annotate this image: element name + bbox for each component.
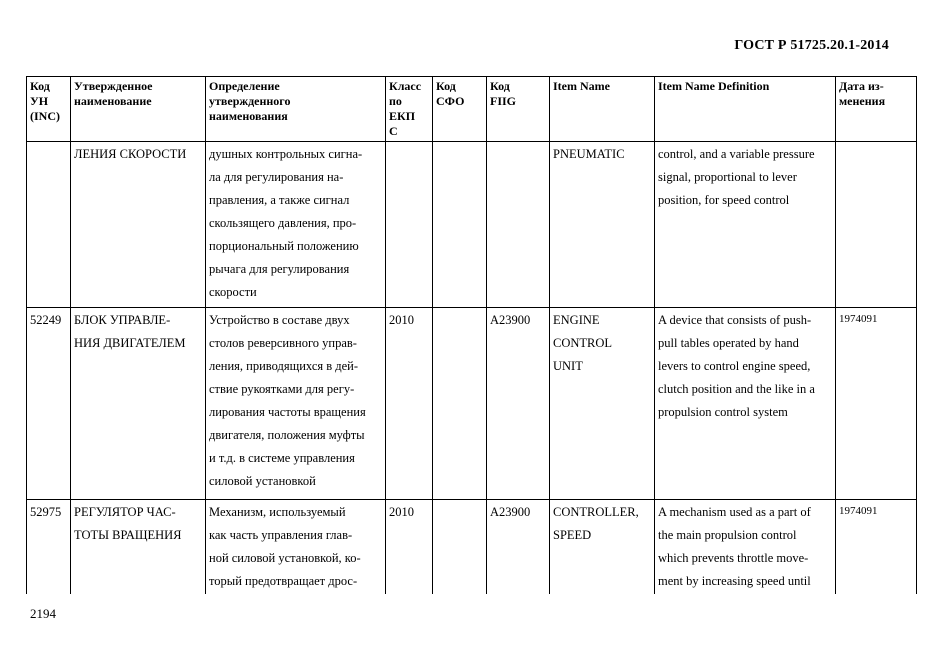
cell-definition: душных контрольных сигна- ла для регулирования на- правления, а также сигнал скользящего давления, про- порциональный положению рычага для регулирования скорости <box>206 142 386 308</box>
cell-class <box>386 142 433 308</box>
cell-sfo <box>433 500 487 595</box>
cell-inc: 52249 <box>27 308 71 500</box>
header-definition: Определение утвержденного наименования <box>206 77 386 142</box>
cell-definition: Устройство в составе двух столов реверсивного управ- ления, приводящихся в дей- ствие рукоятками для регу- лирования частоты вращения двигателя, положения муфты и т.д. в системе управления силовой установкой <box>206 308 386 500</box>
cell-approved-name: БЛОК УПРАВЛЕ- НИЯ ДВИГАТЕЛЕМ <box>71 308 206 500</box>
document-header: ГОСТ Р 51725.20.1-2014 <box>734 38 889 53</box>
table-header-row <box>27 77 917 142</box>
cell-change-date <box>836 142 917 308</box>
cell-approved-name: ЛЕНИЯ СКОРОСТИ <box>71 142 206 308</box>
nomenclature-table <box>26 76 917 594</box>
page-number: 2194 <box>30 606 56 621</box>
cell-item-name-definition: A mechanism used as a part of the main propulsion control which prevents throttle move- ment by increasing speed until <box>655 500 836 595</box>
cell-item-name: PNEUMATIC <box>550 142 655 308</box>
cell-item-name: ENGINE CONTROL UNIT <box>550 308 655 500</box>
cell-definition: Механизм, используемый как часть управления глав- ной силовой установкой, ко- торый предотвращает дрос- <box>206 500 386 595</box>
table-row <box>27 500 917 595</box>
header-class: Класс по ЕКП С <box>386 77 433 142</box>
cell-fiig: A23900 <box>487 308 550 500</box>
cell-inc: 52975 <box>27 500 71 595</box>
header-approved-name: Утвержденное наименование <box>71 77 206 142</box>
header-change-date: Дата из- менения <box>836 77 917 142</box>
header-item-name-definition: Item Name Definition <box>655 77 836 142</box>
cell-item-name-definition: control, and a variable pressure signal, proportional to lever position, for speed control <box>655 142 836 308</box>
cell-class: 2010 <box>386 500 433 595</box>
cell-change-date: 1974091 <box>836 308 917 500</box>
header-inc: Код УН (INC) <box>27 77 71 142</box>
cell-class: 2010 <box>386 308 433 500</box>
table-row <box>27 142 917 308</box>
cell-fiig <box>487 142 550 308</box>
cell-fiig: A23900 <box>487 500 550 595</box>
cell-sfo <box>433 142 487 308</box>
cell-item-name: CONTROLLER, SPEED <box>550 500 655 595</box>
cell-approved-name: РЕГУЛЯТОР ЧАС- ТОТЫ ВРАЩЕНИЯ <box>71 500 206 595</box>
header-sfo: Код СФО <box>433 77 487 142</box>
table-row <box>27 308 917 500</box>
header-fiig: Код FIIG <box>487 77 550 142</box>
header-item-name: Item Name <box>550 77 655 142</box>
cell-change-date: 1974091 <box>836 500 917 595</box>
cell-inc <box>27 142 71 308</box>
cell-sfo <box>433 308 487 500</box>
cell-item-name-definition: A device that consists of push- pull tables operated by hand levers to control engine speed, clutch position and the like in a propulsion control system <box>655 308 836 500</box>
